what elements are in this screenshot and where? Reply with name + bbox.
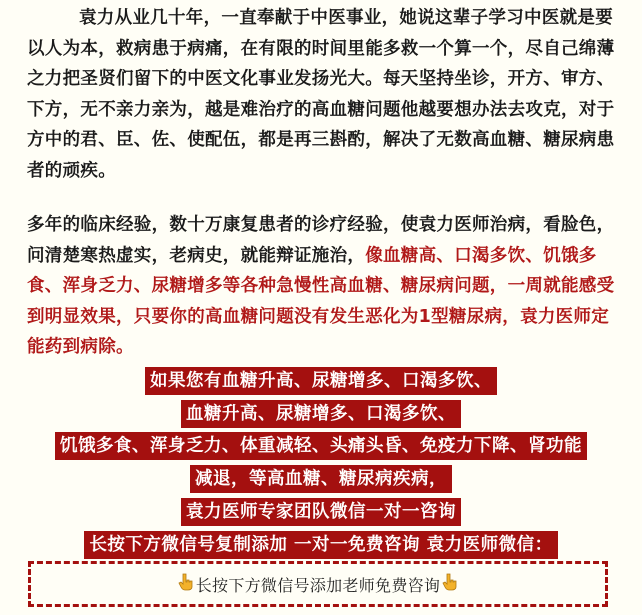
banner-line-1: 如果您有血糖升高、尿糖增多、口渴多饮、: [145, 367, 497, 395]
banner-line-4: 减退，等高血糖、糖尿病疾病，: [190, 465, 452, 493]
pointing-down-hand-icon: [178, 573, 194, 595]
banner-line-3: 饥饿多食、浑身乏力、体重减轻、头痛头昏、免疫力下降、肾功能: [55, 432, 587, 460]
pointing-down-hand-icon: [442, 573, 458, 595]
paragraph-experience-highlight: 像血糖高、口渴多饮、饥饿多食、浑身乏力、尿糖增多等各种急慢性高血糖、糖尿病问题，一周就能感受到明显效果，只要你的高血糖问题没有发生恶化为1型糖尿病，袁力医师定能药到病除。: [27, 245, 615, 358]
paragraph-intro: [27, 3, 617, 187]
wechat-contact-text: 长按下方微信号添加老师免费咨询: [195, 575, 441, 595]
paragraph-experience-text: 多年的临床经验，数十万康复患者的诊疗经验，使袁力医师治病，看脸色，问清楚寒热虚实，老病史，就能辩证施治，: [27, 215, 615, 266]
banner-line-5: 袁力医师专家团队微信一对一咨询: [181, 498, 461, 526]
wechat-contact-box[interactable]: [28, 561, 608, 607]
paragraph-experience: [27, 210, 617, 363]
paragraph-intro-text: 袁力从业几十年，一直奉献于中医事业，她说这辈子学习中医就是要以人为本，救病患于病痛，在有限的时间里能多救一个算一个，尽自己绵薄之力把圣贤们留下的中医文化事业发扬光大。每天坚持坐诊，开方、审方、下方，无不亲力亲为，越是难治疗的高血糖问题他越要想办法去攻克，对于方中的君、臣、佐、使配伍，都是再三斟酌，解决了无数高血糖、糖尿病患者的顽疾。: [27, 8, 615, 181]
banner-line-2: 血糖升高、尿糖增多、口渴多饮、: [181, 400, 461, 428]
banner-line-6: 长按下方微信号复制添加 一对一免费咨询 袁力医师微信：: [84, 531, 557, 559]
